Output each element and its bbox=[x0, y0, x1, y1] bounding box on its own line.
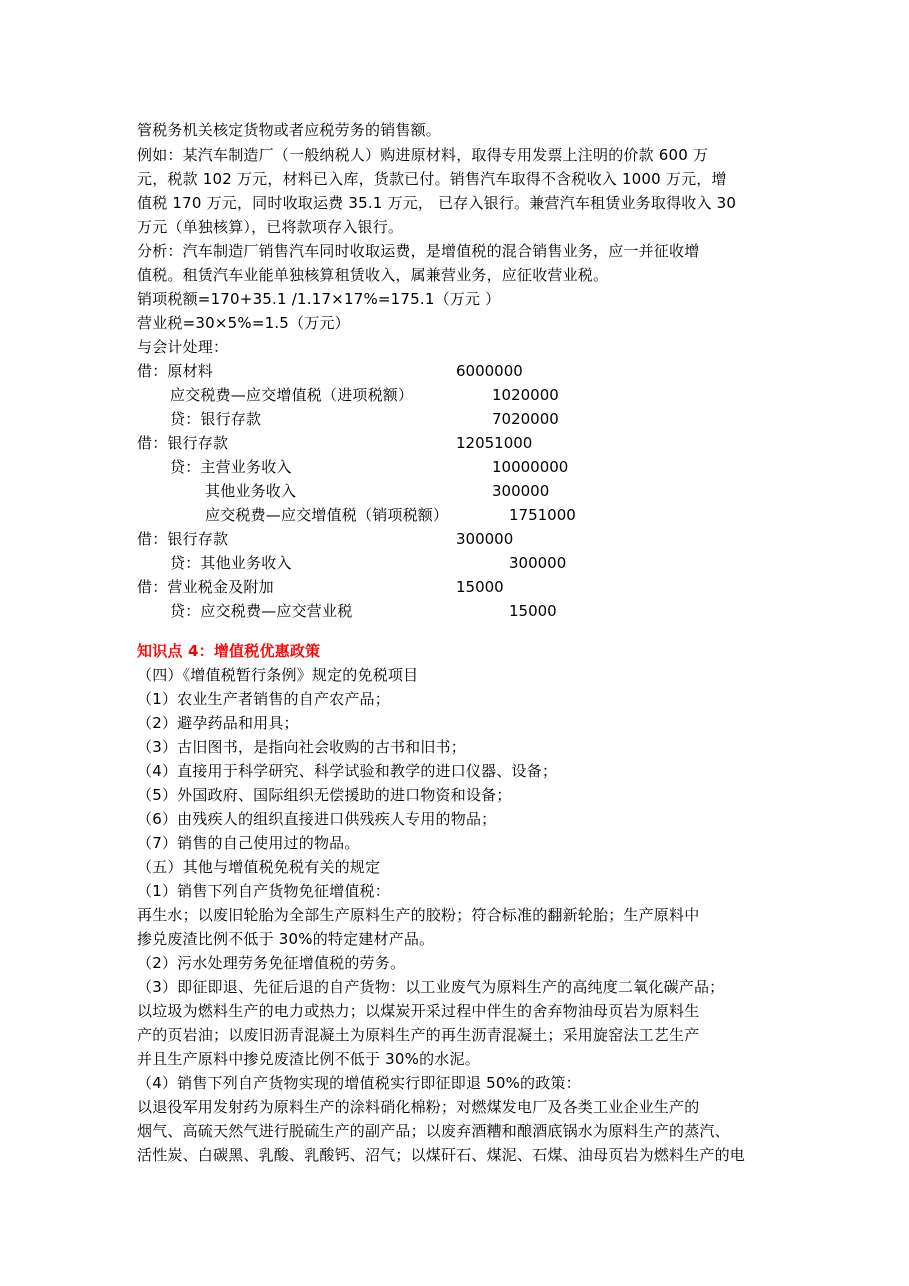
journal-amount: 1751000 bbox=[509, 506, 576, 524]
section-line: 掺兑废渣比例不低于 30%的特定建材产品。 bbox=[137, 930, 435, 948]
section-line: 活性炭、白碳黑、乳酸、乳酸钙、沼气；以煤矸石、煤泥、石煤、油母页岩为燃料生产的电 bbox=[137, 1146, 746, 1164]
section-line: 产的页岩油；以废旧沥青混凝土为原料生产的再生沥青混凝土；采用旋窑法工艺生产 bbox=[137, 1026, 700, 1044]
journal-label: 其他业务收入 bbox=[205, 482, 297, 500]
journal-label: 应交税费—应交增值税（进项税额） bbox=[170, 386, 414, 404]
section-line: （五）其他与增值税免税有关的规定 bbox=[137, 858, 381, 876]
paragraph-line: 管税务机关核定货物或者应税劳务的销售额。 bbox=[137, 121, 442, 139]
journal-amount: 300000 bbox=[509, 554, 567, 572]
section-heading: 知识点 4：增值税优惠政策 bbox=[137, 642, 321, 660]
journal-amount: 15000 bbox=[509, 602, 557, 620]
calc-line: 销项税额=170+35.1 /1.17×17%=175.1（万元 ） bbox=[137, 290, 501, 308]
journal-label: 贷：主营业务收入 bbox=[170, 458, 292, 476]
section-line: （5）外国政府、国际组织无偿援助的进口物资和设备； bbox=[137, 786, 512, 804]
section-line: （四）《增值税暂行条例》规定的免税项目 bbox=[137, 666, 419, 684]
journal-amount: 7020000 bbox=[492, 410, 559, 428]
journal-label: 贷：银行存款 bbox=[170, 410, 262, 428]
section-line: 以退役军用发射药为原料生产的涂料硝化棉粉；对燃煤发电厂及各类工业企业生产的 bbox=[137, 1098, 700, 1116]
journal-amount: 10000000 bbox=[492, 458, 569, 476]
journal-amount: 6000000 bbox=[456, 362, 523, 380]
example-line: 元，税款 102 万元，材料已入库，货款已付。销售汽车取得不含税收入 1000 万元，增 bbox=[137, 170, 727, 188]
example-line: 值税 170 万元，同时收取运费 35.1 万元， 已存入银行。兼营汽车租赁业务取得收入 30 bbox=[137, 194, 737, 212]
section-line: （4）直接用于科学研究、科学试验和教学的进口仪器、设备； bbox=[137, 762, 558, 780]
accounting-intro: 与会计处理： bbox=[137, 338, 229, 356]
example-line: 例如：某汽车制造厂（一般纳税人）购进原材料，取得专用发票上注明的价款 600 万 bbox=[137, 146, 709, 164]
journal-label: 借：银行存款 bbox=[137, 434, 229, 452]
section-line: 并且生产原料中掺兑废渣比例不低于 30%的水泥。 bbox=[137, 1050, 480, 1068]
section-line: （2）污水处理劳务免征增值税的劳务。 bbox=[137, 954, 406, 972]
section-line: （1）农业生产者销售的自产农产品； bbox=[137, 690, 390, 708]
section-line: （3）即征即退、先征后退的自产货物：以工业废气为原料生产的高纯度二氧化碳产品； bbox=[137, 978, 725, 996]
journal-label: 借：银行存款 bbox=[137, 530, 229, 548]
journal-amount: 300000 bbox=[456, 530, 514, 548]
section-line: 再生水；以废旧轮胎为全部生产原料生产的胶粉；符合标准的翻新轮胎；生产原料中 bbox=[137, 906, 700, 924]
journal-amount: 12051000 bbox=[456, 434, 533, 452]
example-line: 万元（单独核算），已将款项存入银行。 bbox=[137, 218, 404, 236]
section-line: （6）由残疾人的组织直接进口供残疾人专用的物品； bbox=[137, 810, 497, 828]
section-line: （2）避孕药品和用具； bbox=[137, 714, 299, 732]
section-line: （7）销售的自己使用过的物品。 bbox=[137, 834, 360, 852]
journal-label: 贷：应交税费—应交营业税 bbox=[170, 602, 353, 620]
journal-amount: 1020000 bbox=[492, 386, 559, 404]
section-line: 以垃圾为燃料生产的电力或热力；以煤炭开采过程中伴生的舍弃物油母页岩为原料生 bbox=[137, 1002, 700, 1020]
section-line: （1）销售下列自产货物免征增值税： bbox=[137, 882, 390, 900]
journal-label: 应交税费—应交增值税（销项税额） bbox=[205, 506, 449, 524]
journal-label: 借：营业税金及附加 bbox=[137, 578, 274, 596]
analysis-line: 分析：汽车制造厂销售汽车同时收取运费，是增值税的混合销售业务，应一并征收增 bbox=[137, 242, 700, 260]
section-line: （4）销售下列自产货物实现的增值税实行即征即退 50%的政策： bbox=[137, 1074, 581, 1092]
journal-label: 贷：其他业务收入 bbox=[170, 554, 292, 572]
journal-label: 借：原材料 bbox=[137, 362, 214, 380]
section-line: （3）古旧图书，是指向社会收购的古书和旧书； bbox=[137, 738, 466, 756]
section-line: 烟气、高硫天然气进行脱硫生产的副产品；以废弃酒糟和酿酒底锅水为原料生产的蒸汽、 bbox=[137, 1122, 730, 1140]
journal-amount: 300000 bbox=[492, 482, 550, 500]
analysis-line: 值税。租赁汽车业能单独核算租赁收入，属兼营业务，应征收营业税。 bbox=[137, 266, 609, 284]
journal-amount: 15000 bbox=[456, 578, 504, 596]
calc-line: 营业税=30×5%=1.5（万元） bbox=[137, 314, 350, 332]
